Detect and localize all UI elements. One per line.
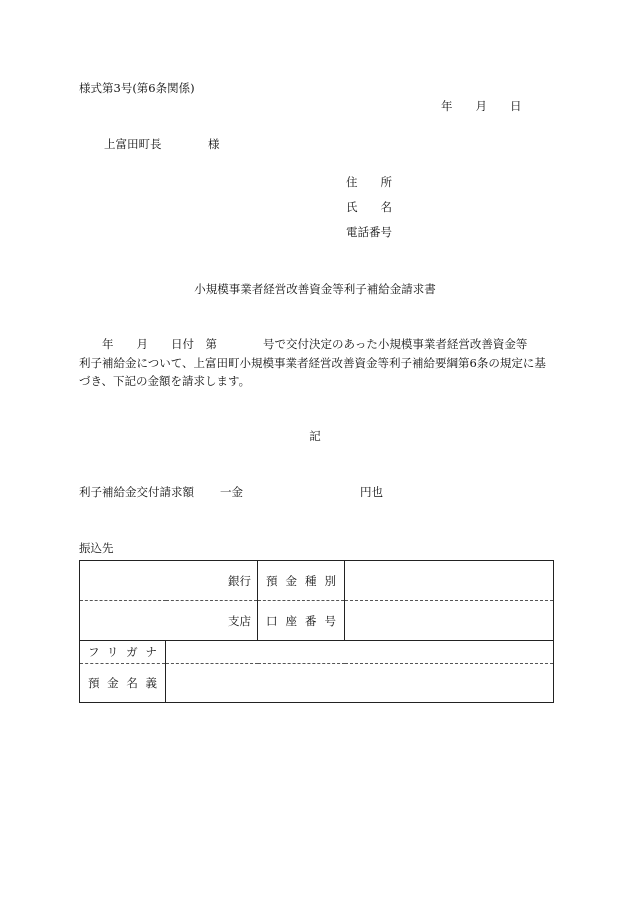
amount-suffix: 円也	[360, 485, 383, 499]
form-number: 様式第3号(第6条関係)	[79, 81, 195, 95]
addressee-honorific: 様	[208, 137, 220, 151]
amount-label: 利子補給金交付請求額	[79, 485, 194, 499]
deposit-type-label: 預金種別	[258, 561, 345, 601]
body-line-3: づき、下記の金額を請求します。	[79, 374, 251, 389]
applicant-address-label: 住 所	[346, 175, 392, 189]
body-line-1: 年 月 日付 第 号で交付決定のあった小規模事業者経営改善資金等	[79, 337, 528, 351]
amount-prefix: 一金	[220, 485, 243, 499]
bank-transfer-table	[79, 560, 554, 703]
ki-heading: 記	[309, 429, 321, 443]
date-line: 年 月 日	[441, 99, 522, 113]
transfer-heading: 振込先	[79, 541, 114, 555]
account-holder-label: 預金名義	[80, 664, 166, 703]
deposit-type-value[interactable]	[345, 561, 554, 601]
account-holder-value[interactable]	[166, 664, 554, 703]
applicant-name-label: 氏 名	[346, 200, 392, 214]
branch-name-cell[interactable]	[80, 601, 258, 641]
applicant-phone-label: 電話番号	[346, 225, 392, 239]
bank-suffix: 銀行	[228, 573, 251, 588]
document-title: 小規模事業者経営改善資金等利子補給金請求書	[194, 282, 436, 296]
furigana-label: フリガナ	[80, 641, 166, 664]
body-paragraph	[79, 335, 552, 391]
account-number-value[interactable]	[345, 601, 554, 641]
account-number-label: 口座番号	[258, 601, 345, 641]
branch-suffix: 支店	[228, 613, 251, 628]
bank-name-cell[interactable]	[80, 561, 258, 601]
furigana-value[interactable]	[166, 641, 554, 664]
addressee: 上富田町長	[104, 137, 162, 151]
body-line-2: 利子補給金について、上富田町小規模事業者経営改善資金等利子補給要綱第6条の規定に基	[79, 355, 546, 370]
